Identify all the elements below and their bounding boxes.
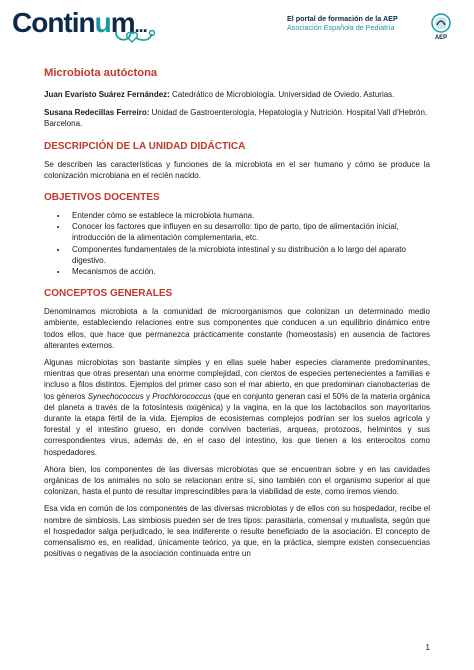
- author-entry-1: [44, 89, 430, 100]
- list-item: • Conocer los factores que influyen en su desarrollo: tipo de parto, tipo de alimentación inicial, introducción de la alimentación complementaria, etc.: [68, 221, 430, 243]
- list-item: • Entender cómo se establece la microbiota humana.: [68, 210, 430, 221]
- section-heading-objetivos: OBJETIVOS DOCENTES: [44, 192, 160, 204]
- paragraph-symbiosis: Esa vida en común de los componentes de las diversas microbiotas y de ellos con su hospedador, recibe el nombre de simbiosis. Las simbiosis pueden ser de tres tipos: parasitaria, comensal y mutualista, según que el hospedador salga perjudicado, le sea indiferente o resulte beneficiado de la asociación. El concepto de comensalismo es, en realidad, únicamente teórico, ya que, en la práctica, siempre existen consecuencias positivas o negativas de la asociación continuada entre un: [44, 504, 430, 559]
- paragraph-host-relations: Ahora bien, los componentes de las diversas microbiotas que se encuentran sobre y en las cavidades orgánicas de los animales no solo se relacionan entre sí, sino también con el organismo superior al que colonizan, hasta el punto de resultar imprescindibles para la viabilidad de este, como iremos viendo.: [44, 464, 430, 497]
- logo-text-m: m: [110, 7, 135, 38]
- document-title: Microbiota autóctona: [44, 67, 158, 79]
- genus-name: Prochlorococcus: [152, 391, 212, 401]
- aep-portal-text: [287, 14, 427, 32]
- descripcion-paragraph: Se describen las características y funciones de la microbiota en el ser humano y cómo se produce la colonización microbiana en el recién nacido.: [44, 159, 430, 180]
- page-number: 1: [425, 643, 430, 652]
- author-role: Catedrático de Microbiología. Universidad de Oviedo. Asturias.: [169, 90, 395, 99]
- seal-text: AEP: [434, 35, 448, 41]
- logo-text-main: Contin: [12, 7, 95, 38]
- aep-seal-logo: [430, 13, 452, 41]
- list-item: • Mecanismos de acción.: [68, 266, 430, 277]
- author-name: Juan Evaristo Suárez Fernández:: [44, 90, 170, 99]
- section-heading-descripcion: DESCRIPCIÓN DE LA UNIDAD DIDÁCTICA: [44, 140, 246, 152]
- portal-line: El portal de formación de la AEP: [287, 14, 398, 23]
- paragraph-microbiota-definition: Denominamos microbiota a la comunidad de microorganismos que colonizan un determinado medio ambiente, estableciendo relaciones entre sus componentes que conducen a un equilibrio dinámico entre todos ellos, que hace que permanezca prácticamente constante (homeostasis) en ausencia de factores alterantes externos.: [44, 307, 430, 350]
- logo-text-u: u: [94, 7, 111, 38]
- paragraph-text: y: [143, 391, 153, 401]
- association-line: Asociación Española de Pediatría: [287, 23, 395, 32]
- author-name: Susana Redecillas Ferreiro:: [44, 108, 150, 118]
- genus-name: Synechococcus: [87, 391, 144, 401]
- author-entry-2: [44, 107, 430, 129]
- paragraph-text: Algunas microbiotas son bastante simples y en ellas suele haber especies claramente predominantes, mientras que otras presentan una enorme complejidad, con cientos de especies pertenecientes a familias e incluso a filos distintos. Ejemplos del primer caso son el mar abierto, en que predominan cianobacterias de los géneros: [44, 358, 430, 401]
- logo-dots: ...: [134, 16, 147, 36]
- document-body: [44, 66, 430, 566]
- author-role: Unidad de Gastroenterología, Hepatología y Nutrición. Hospital Vall d’Hebrón. Barcelona.: [44, 108, 428, 129]
- list-item: • Componentes fundamentales de la microbiota intestinal y su distribución a lo largo del aparato digestivo.: [68, 244, 430, 266]
- stethoscope-heart-icon: [110, 28, 158, 48]
- page-header: [0, 0, 474, 55]
- section-heading-conceptos: CONCEPTOS GENERALES: [44, 288, 173, 300]
- objectives-list: [44, 210, 430, 277]
- paragraph-microbiota-examples: [44, 357, 430, 458]
- paragraph-text: (que en conjunto generan casi el 50% de la materia orgánica del planeta a través de la fotosíntesis oxigénica) y la vagina, en la que los lactobacilos son mayoritarios durante la etapa fértil de la vida. Ejemplos de ecosistemas complejos podrían ser los suelos agrícola y forestal y el intestino grueso, en donde conviven bacterias, arqueas, protozoos, helmintos y sus correspondientes virus, además de, en el caso del intestino, los que tienen a los enterocitos como hospedadores.: [44, 391, 430, 457]
